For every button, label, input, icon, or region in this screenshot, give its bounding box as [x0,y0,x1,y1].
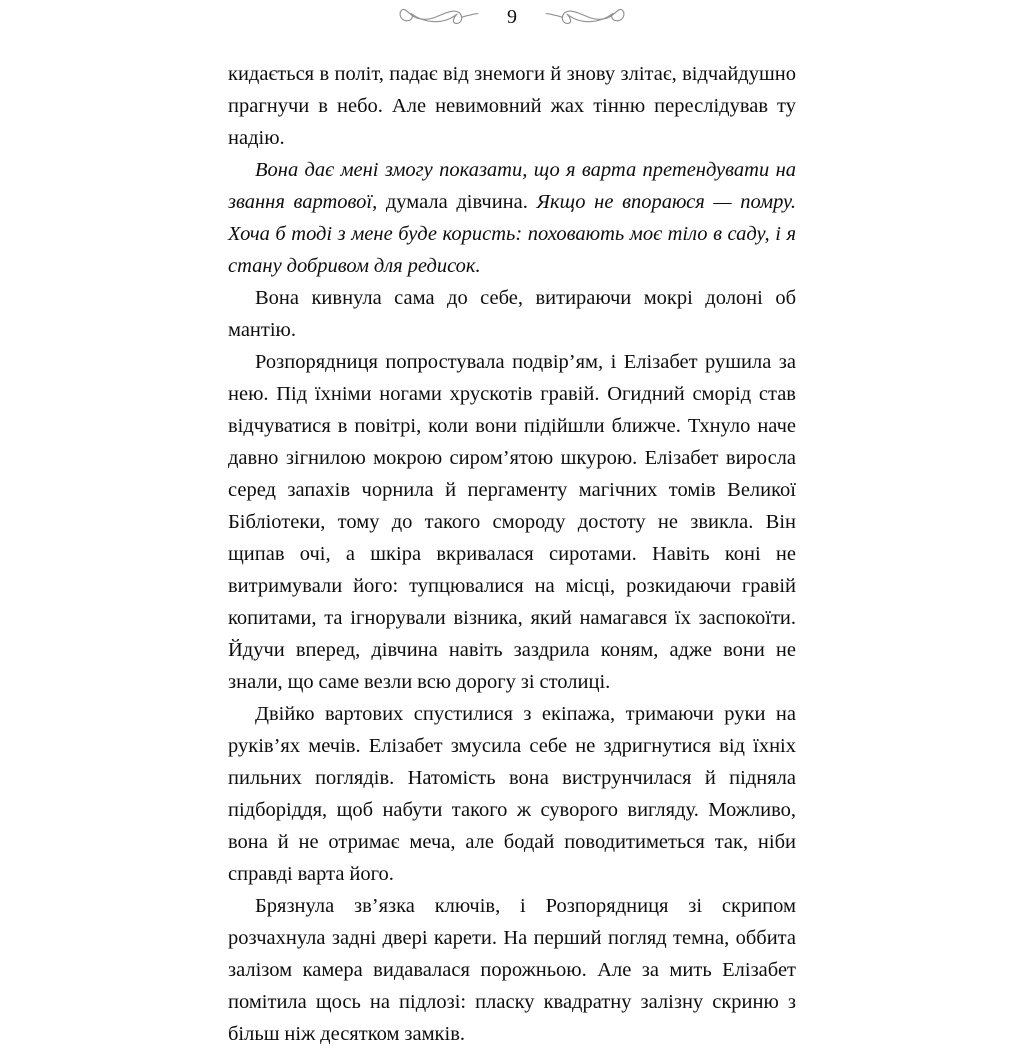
paragraph-guards: Двійко вартових спустилися з екіпажа, тримаючи руки на руків’ях мечів. Елізабет змусила себе не здригнутися від їхніх пильних поглядів. Натомість вона виструнчилася й підняла підборіддя, щоб набути такого ж суворого вигляду. Можливо, вона й не отримає меча, але бодай поводитиметься так, ніби справді варта його. [228,703,796,885]
paragraph-nod: Вона кивнула сама до себе, витираючи мокрі долоні об мантію. [228,287,796,341]
paragraph-continuation: кидається в політ, падає від знемоги й знову злітає, відчайдушно прагнучи в небо. Але невимовний жах тінню переслідував ту надію. [228,63,796,149]
body-text-block [228,58,796,1050]
monologue-segment-italic-1: Вона дає мені змогу показати, що я варта претендувати на звання вартової, [228,159,796,213]
paragraph-keys: Брязнула зв’язка ключів, і Розпорядниця зі скрипом розчахнула задні двері карети. На перший погляд темна, оббита залізом камера видавалася порожньою. Але за мить Елізабет помітила щось на підлозі: пласку квадратну залізну скриню з більш ніж десятком замків. [228,895,796,1045]
paragraph-courtyard: Розпорядниця попростувала подвір’ям, і Елізабет рушила за нею. Під їхніми ногами хрускотів гравій. Огидний сморід став відчуватися в повітрі, коли вони підійшли ближче. Тхнуло наче давно зігнилою мокрою сиром’ятою шкурою. Елізабет виросла серед запахів чорнила й пергаменту магічних томів Великої Бібліотеки, тому до такого смороду достоту не звикла. Він щипав очі, а шкіра вкривалася сиротами. Навіть коні не витримували його: тупцювалися на місці, розкидаючи гравій копитами, та ігнорували візника, який намагався їх заспокоїти. Йдучи вперед, дівчина навіть заздрила коням, адже вони не знали, що саме везли всю дорогу зі столиці. [228,351,796,693]
monologue-segment-roman: думала дівчина. [377,191,537,213]
page-header-folio [0,0,1024,34]
page-number: 9 [507,6,517,28]
paragraph-inner-monologue [228,154,796,282]
monologue-segment-italic-2: Якщо не впораюся — помру. Хоча б тоді з мене буде користь: поховають моє тіло в саду, і я стану добривом для редисок. [228,191,796,277]
flourish-ornament-left-icon [397,5,481,29]
flourish-ornament-right-icon [543,5,627,29]
